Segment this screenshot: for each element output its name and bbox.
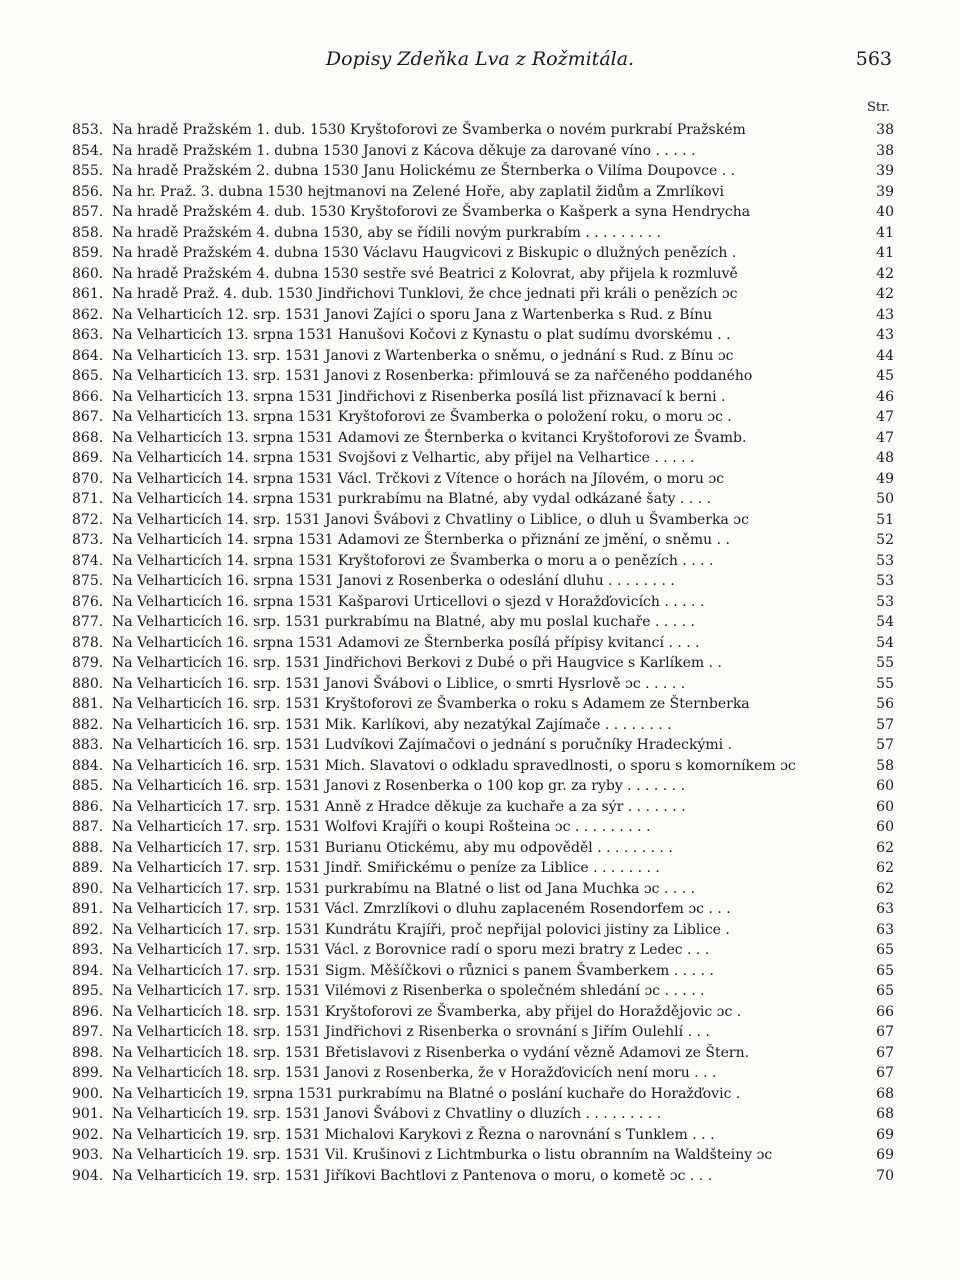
entry-number: 899. (72, 1065, 104, 1081)
entry-number: 854. (72, 142, 104, 159)
entry-number: 858. (72, 224, 104, 241)
entry-text: Na Velharticích 17. srp. 1531 Wolfovi Krajíři o koupi Rošteina ɔc . . . . . . . . . (112, 819, 651, 835)
entry-page: 43 (876, 306, 894, 323)
list-item (72, 961, 894, 982)
entry-number: 874. (72, 552, 104, 569)
entry-text: Na Velharticích 14. srpna 1531 Adamovi ze Šternberka o přiznání ze jmění, o sněmu . . (112, 532, 730, 548)
entry-text: Na Velharticích 16. srp. 1531 Jindřichovi Berkovi z Dubé o při Haugvice s Karlíkem . . (112, 655, 722, 671)
entry-page: 51 (876, 511, 894, 528)
list-item (72, 653, 894, 674)
entry-page: 48 (876, 450, 894, 466)
entry-text: Na hradě Pražském 4. dubna 1530, aby se řídili novým purkrabím . . . . . . . . . (112, 224, 662, 241)
entry-page: 69 (876, 1147, 894, 1163)
entry-page: 65 (876, 942, 894, 958)
list-item (72, 817, 894, 838)
entry-number: 894. (72, 962, 104, 979)
entry-page: 63 (876, 921, 894, 938)
entry-text: Na Velharticích 16. srpna 1531 Janovi z Rosenberka o odeslání dluhu . . . . . . . . (112, 573, 675, 589)
entry-number: 869. (72, 450, 104, 466)
list-item (72, 387, 894, 408)
entry-number: 889. (72, 860, 104, 876)
entry-number: 902. (72, 1126, 104, 1143)
entry-text: Na Velharticích 19. srp. 1531 Janovi Švábovi z Chvatliny o dluzích . . . . . . . . . (112, 1106, 662, 1122)
list-item (72, 284, 894, 305)
list-item (72, 1043, 894, 1064)
entry-page: 38 (876, 142, 894, 159)
entry-page: 69 (876, 1126, 894, 1143)
list-item (72, 1022, 894, 1043)
entry-number: 903. (72, 1147, 104, 1163)
entry-page: 60 (876, 798, 894, 815)
list-item (72, 141, 894, 162)
entry-text: Na Velharticích 19. srp. 1531 Jiříkovi Bachtlovi z Pantenova o moru, o kometě ɔc . . . (112, 1167, 713, 1184)
entry-number: 896. (72, 1003, 104, 1020)
list-item (72, 920, 894, 941)
entry-text: Na hradě Praž. 4. dub. 1530 Jindřichovi Tunklovi, že chce jednati při králi o penězích ɔc (112, 286, 738, 302)
list-item (72, 571, 894, 592)
entry-text: Na Velharticích 17. srp. 1531 Václ. z Borovnice radí o sporu mezi bratry z Ledec . . . (112, 942, 710, 958)
list-item (72, 776, 894, 797)
entry-text: Na Velharticích 17. srp. 1531 Anně z Hradce děkuje za kuchaře a za sýr . . . . . . . (112, 798, 686, 815)
entry-page: 66 (876, 1003, 894, 1020)
entry-text: Na Velharticích 18. srp. 1531 Jindřichovi z Risenberka o srovnání s Jiřím Oulehlí . . . (112, 1024, 710, 1040)
entry-page: 45 (876, 368, 894, 384)
list-item (72, 592, 894, 613)
entry-text: Na Velharticích 16. srp. 1531 Janovi Švábovi o Liblice, o smrti Hysrlově ɔc . . . . . (112, 675, 686, 692)
list-item (72, 756, 894, 777)
entry-number: 875. (72, 573, 104, 589)
entry-page: 54 (876, 634, 894, 651)
list-item (72, 1125, 894, 1146)
entry-text: Na Velharticích 16. srp. 1531 purkrabímu na Blatné, aby mu poslal kuchaře . . . . . (112, 614, 696, 630)
entry-text: Na Velharticích 17. srp. 1531 purkrabímu na Blatné o list od Jana Muchka ɔc . . . . (112, 880, 696, 897)
list-item (72, 1145, 894, 1166)
entry-page: 40 (876, 204, 894, 220)
entry-text: Na Velharticích 13. srpna 1531 Kryštoforovi ze Švamberka o položení roku, o moru ɔc . (112, 409, 732, 425)
entry-page: 62 (876, 839, 894, 856)
list-item (72, 899, 894, 920)
entry-text: Na hradě Pražském 1. dubna 1530 Janovi z Kácova děkuje za darované víno . . . . . (112, 142, 696, 159)
entry-number: 878. (72, 634, 104, 651)
entry-number: 888. (72, 839, 104, 856)
entry-number: 900. (72, 1085, 104, 1102)
entry-number: 886. (72, 798, 104, 815)
list-item (72, 633, 894, 654)
list-item (72, 161, 894, 182)
list-item (72, 797, 894, 818)
entry-page: 56 (876, 696, 894, 712)
entry-number: 856. (72, 183, 104, 200)
entry-number: 862. (72, 306, 104, 323)
list-item (72, 1002, 894, 1023)
list-item (72, 407, 894, 428)
entry-text: Na Velharticích 16. srp. 1531 Janovi z Rosenberka o 100 kop gr. za ryby . . . . . . . (112, 778, 686, 794)
entry-number: 885. (72, 778, 104, 794)
entry-page: 65 (876, 983, 894, 999)
running-title: Dopisy Zdeňka Lva z Rožmitála. (325, 48, 635, 70)
entry-number: 881. (72, 696, 104, 712)
entry-text: Na Velharticích 17. srp. 1531 Václ. Zmrzlíkovi o dluhu zaplaceném Rosendorfem ɔc . . . (112, 901, 731, 917)
entry-number: 872. (72, 511, 104, 528)
entry-text: Na Velharticích 14. srp. 1531 Janovi Švábovi z Chvatliny o Liblice, o dluh u Švamberka ɔc (112, 511, 749, 528)
entry-number: 877. (72, 614, 104, 630)
entry-text: Na Velharticích 19. srpna 1531 purkrabímu na Blatné o poslání kuchaře do Horažďovic . (112, 1085, 741, 1102)
list-item (72, 120, 894, 141)
entry-page: 53 (876, 552, 894, 569)
entry-text: Na Velharticích 16. srpna 1531 Adamovi ze Šternberka posílá přípisy kvitancí . . . . (112, 634, 700, 651)
entry-page: 41 (876, 224, 894, 241)
entry-page: 44 (876, 347, 894, 364)
list-item (72, 694, 894, 715)
list-item (72, 448, 894, 469)
entry-number: 853. (72, 122, 104, 138)
page-column-label: Str. (866, 100, 890, 115)
entry-number: 868. (72, 429, 104, 446)
entry-page: 39 (876, 163, 894, 179)
entry-text: Na Velharticích 14. srpna 1531 Václ. Trčkovi z Vítence o horách na Jílovém, o moru ɔc (112, 470, 725, 487)
entry-text: Na Velharticích 17. srp. 1531 Burianu Otickému, aby mu odpověděl . . . . . . . . . (112, 839, 673, 856)
entry-number: 895. (72, 983, 104, 999)
entry-text: Na hradě Pražském 2. dubna 1530 Janu Holickému ze Šternberka o Vilíma Doupovce . . (112, 163, 736, 179)
entry-page: 46 (876, 388, 894, 405)
entry-text: Na hradě Pražském 4. dub. 1530 Kryštoforovi ze Švamberka o Kašperk a syna Hendrycha (112, 204, 751, 220)
entry-page: 67 (876, 1065, 894, 1081)
entry-text: Na Velharticích 17. srp. 1531 Sigm. Měšíčkovi o různici s panem Švamberkem . . . . . (112, 962, 714, 979)
entry-number: 897. (72, 1024, 104, 1040)
list-item (72, 940, 894, 961)
list-item (72, 202, 894, 223)
entry-number: 859. (72, 245, 104, 261)
entry-text: Na Velharticích 17. srp. 1531 Jindř. Smiřickému o peníze za Liblice . . . . . . . . (112, 860, 660, 876)
letter-index-list (72, 120, 894, 1186)
list-item (72, 1063, 894, 1084)
entry-page: 55 (876, 655, 894, 671)
list-item (72, 551, 894, 572)
entry-number: 898. (72, 1044, 104, 1061)
entry-page: 42 (876, 265, 894, 282)
list-item (72, 243, 894, 264)
list-item (72, 879, 894, 900)
entry-text: Na Velharticích 18. srp. 1531 Břetislavovi z Risenberka o vydání vězně Adamovi ze Štern. (112, 1044, 750, 1061)
list-item (72, 530, 894, 551)
list-item (72, 264, 894, 285)
entry-number: 871. (72, 491, 104, 507)
entry-page: 42 (876, 286, 894, 302)
list-item (72, 1166, 894, 1187)
entry-page: 67 (876, 1024, 894, 1040)
entry-number: 879. (72, 655, 104, 671)
entry-page: 65 (876, 962, 894, 979)
entry-number: 873. (72, 532, 104, 548)
list-item (72, 715, 894, 736)
entry-page: 49 (876, 470, 894, 487)
entry-number: 904. (72, 1167, 104, 1184)
entry-page: 60 (876, 778, 894, 794)
entry-page: 53 (876, 573, 894, 589)
list-item (72, 325, 894, 346)
entry-number: 876. (72, 593, 104, 610)
list-item (72, 428, 894, 449)
entry-number: 861. (72, 286, 104, 302)
entry-text: Na Velharticích 17. srp. 1531 Vilémovi z Risenberka o společném shledání ɔc . . . . . (112, 983, 705, 999)
entry-text: Na Velharticích 13. srpna 1531 Adamovi ze Šternberka o kvitanci Kryštoforovi ze Švamb. (112, 429, 747, 446)
entry-number: 855. (72, 163, 104, 179)
list-item (72, 469, 894, 490)
entry-text: Na Velharticích 14. srpna 1531 purkrabímu na Blatné, aby vydal odkázané šaty . . . . (112, 491, 712, 507)
list-item (72, 1084, 894, 1105)
entry-text: Na Velharticích 13. srp. 1531 Janovi z Rosenberka: přimlouvá se za nařčeného poddaného (112, 368, 753, 384)
entry-page: 39 (876, 183, 894, 200)
entry-number: 890. (72, 880, 104, 897)
entry-number: 863. (72, 327, 104, 343)
list-item (72, 838, 894, 859)
entry-text: Na hradě Pražském 1. dub. 1530 Kryštoforovi ze Švamberka o novém purkrabí Pražském (112, 122, 746, 138)
entry-text: Na Velharticích 18. srp. 1531 Janovi z Rosenberka, že v Horažďovicích není moru . . . (112, 1065, 717, 1081)
entry-text: Na hr. Praž. 3. dubna 1530 hejtmanovi na Zelené Hoře, aby zaplatil židům a Zmrlíkovi (112, 183, 725, 200)
entry-page: 55 (876, 675, 894, 692)
entry-number: 866. (72, 388, 104, 405)
entry-page: 57 (876, 716, 894, 733)
list-item (72, 735, 894, 756)
entry-page: 58 (876, 757, 894, 774)
entry-text: Na Velharticích 16. srp. 1531 Mich. Slavatovi o odkladu spravedlnosti, o sporu s komorníkem ɔc (112, 757, 796, 774)
entry-page: 50 (876, 491, 894, 507)
entry-text: Na Velharticích 16. srpna 1531 Kašparovi Urticellovi o sjezd v Horažďovicích . . . . . (112, 593, 705, 610)
entry-page: 38 (876, 122, 894, 138)
entry-page: 47 (876, 409, 894, 425)
entry-number: 891. (72, 901, 104, 917)
entry-page: 60 (876, 819, 894, 835)
entry-page: 68 (876, 1085, 894, 1102)
entry-number: 901. (72, 1106, 104, 1122)
list-item (72, 510, 894, 531)
entry-text: Na Velharticích 19. srp. 1531 Michalovi Karykovi z Řezna o narovnání s Tunklem . . . (112, 1126, 715, 1143)
list-item (72, 182, 894, 203)
entry-number: 892. (72, 921, 104, 938)
entry-text: Na Velharticích 19. srp. 1531 Vil. Krušinovi z Lichtmburka o listu obranním na Waldšteiny ɔc (112, 1147, 773, 1163)
entry-number: 880. (72, 675, 104, 692)
entry-text: Na hradě Pražském 4. dubna 1530 sestře své Beatrici z Kolovrat, aby přijela k rozmluvě (112, 265, 738, 282)
list-item (72, 981, 894, 1002)
list-item (72, 346, 894, 367)
entry-text: Na hradě Pražském 4. dubna 1530 Václavu Haugvicovi z Biskupic o dlužných penězích . (112, 245, 737, 261)
entry-page: 62 (876, 860, 894, 876)
entry-text: Na Velharticích 16. srp. 1531 Kryštoforovi ze Švamberka o roku s Adamem ze Šternberka (112, 696, 750, 712)
entry-page: 63 (876, 901, 894, 917)
list-item (72, 223, 894, 244)
entry-page: 47 (876, 429, 894, 446)
list-item (72, 1104, 894, 1125)
list-item (72, 612, 894, 633)
entry-page: 67 (876, 1044, 894, 1061)
entry-number: 870. (72, 470, 104, 487)
entry-page: 68 (876, 1106, 894, 1122)
entry-number: 867. (72, 409, 104, 425)
list-item (72, 858, 894, 879)
entry-text: Na Velharticích 16. srp. 1531 Ludvíkovi Zajímačovi o jednání s poručníky Hradeckými . (112, 737, 733, 753)
entry-page: 54 (876, 614, 894, 630)
entry-text: Na Velharticích 13. srpna 1531 Hanušovi Kočovi z Kynastu o plat sudímu dvorskému . . (112, 327, 731, 343)
list-item (72, 674, 894, 695)
entry-text: Na Velharticích 12. srp. 1531 Janovi Zajíci o sporu Jana z Wartenberka s Rud. z Bínu (112, 306, 713, 323)
entry-text: Na Velharticích 14. srpna 1531 Svojšovi z Velhartic, aby přijel na Velhartice . . . . . (112, 450, 695, 466)
entry-page: 43 (876, 327, 894, 343)
entry-number: 865. (72, 368, 104, 384)
entry-text: Na Velharticích 16. srp. 1531 Mik. Karlíkovi, aby nezatýkal Zajímače . . . . . . . . (112, 716, 672, 733)
entry-page: 70 (876, 1167, 894, 1184)
entry-page: 57 (876, 737, 894, 753)
entry-text: Na Velharticích 17. srp. 1531 Kundrátu Krajíři, proč nepřijal polovici jistiny za Liblice . (112, 921, 730, 938)
list-item (72, 366, 894, 387)
entry-number: 893. (72, 942, 104, 958)
entry-text: Na Velharticích 13. srp. 1531 Janovi z Wartenberka o sněmu, o jednání s Rud. z Bínu ɔc (112, 347, 734, 364)
entry-page: 52 (876, 532, 894, 548)
entry-text: Na Velharticích 14. srpna 1531 Kryštoforovi ze Švamberka o moru a o penězích . . . . (112, 552, 714, 569)
entry-page: 62 (876, 880, 894, 897)
list-item (72, 305, 894, 326)
entry-number: 887. (72, 819, 104, 835)
entry-page: 41 (876, 245, 894, 261)
entry-text: Na Velharticích 18. srp. 1531 Kryštoforovi ze Švamberka, aby přijel do Horaždějovic ɔc . (112, 1003, 742, 1020)
page-number: 563 (855, 48, 892, 70)
entry-number: 860. (72, 265, 104, 282)
entry-text: Na Velharticích 13. srpna 1531 Jindřichovi z Risenberka posílá list přiznavací k berni . (112, 388, 726, 405)
entry-number: 883. (72, 737, 104, 753)
entry-number: 864. (72, 347, 104, 364)
entry-number: 884. (72, 757, 104, 774)
entry-number: 882. (72, 716, 104, 733)
entry-number: 857. (72, 204, 104, 220)
entry-page: 53 (876, 593, 894, 610)
list-item (72, 489, 894, 510)
